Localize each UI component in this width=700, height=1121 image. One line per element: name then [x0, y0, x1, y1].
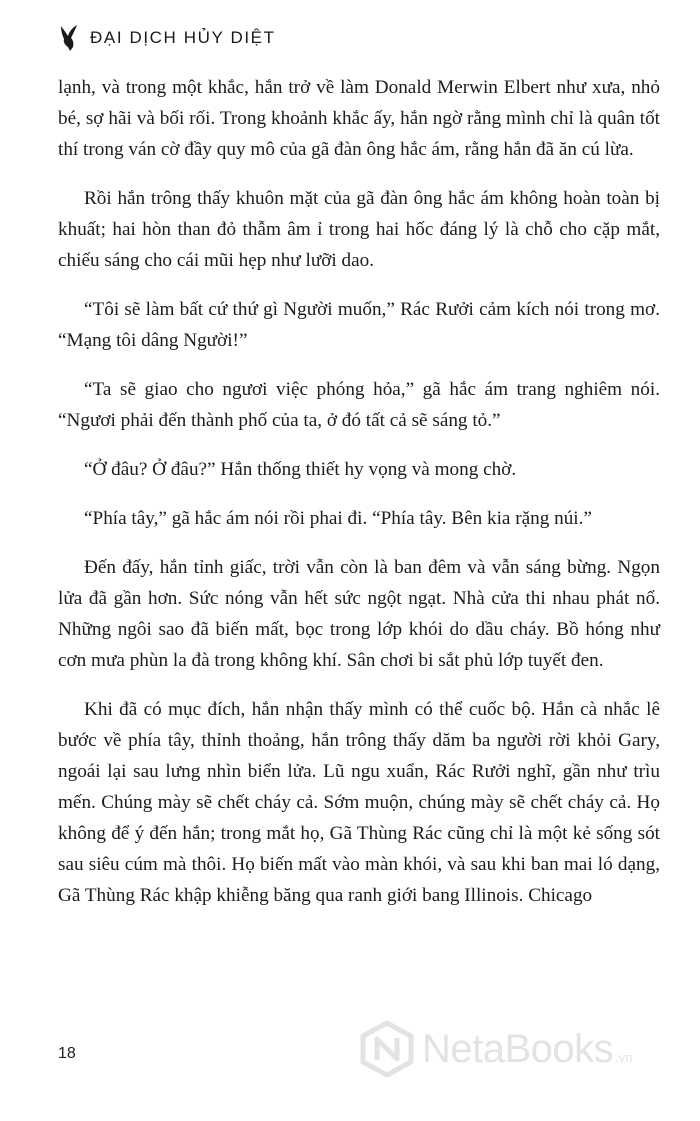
- watermark-text: NetaBooks: [422, 1026, 614, 1071]
- netabooks-logo-icon: [358, 1020, 416, 1078]
- page-body: [58, 72, 660, 929]
- book-title: ĐẠI DỊCH HỦY DIỆT: [90, 28, 276, 47]
- bird-icon: [58, 24, 80, 52]
- paragraph: “Ở đâu? Ở đâu?” Hắn thống thiết hy vọng và mong chờ.: [84, 459, 517, 480]
- paragraph: Đến đấy, hắn tỉnh giấc, trời vẫn còn là ban đêm và vẫn sáng bừng. Ngọn lửa đã gần hơn. Sức nóng vẫn hết sức ngột ngạt. Nhà cửa thi nhau phát nổ. Những ngôi sao đã biến mất, bọc trong lớp khói do dầu cháy. Bồ hóng như cơn mưa phùn la đà trong không khí. Sân chơi bi sắt phủ lớp tuyết đen.: [58, 557, 660, 671]
- paragraph: Rồi hắn trông thấy khuôn mặt của gã đàn ông hắc ám không hoàn toàn bị khuất; hai hòn than đỏ thẫm âm ỉ trong hai hốc đáng lý là chỗ cho cặp mắt, chiếu sáng cho cái mũi hẹp như lưỡi dao.: [58, 188, 660, 271]
- paragraph: “Phía tây,” gã hắc ám nói rồi phai đi. “Phía tây. Bên kia rặng núi.”: [84, 508, 592, 529]
- paragraph: lạnh, và trong một khắc, hắn trở về làm Donald Merwin Elbert như xưa, nhỏ bé, sợ hãi và bối rối. Trong khoảnh khắc ấy, hắn ngờ rằng mình chỉ là quân tốt thí trong ván cờ đầy quy mô của gã đàn ông hắc ám, rằng hắn đã ăn cú lừa.: [58, 77, 660, 160]
- watermark: [358, 1020, 633, 1078]
- page-number: 18: [58, 1045, 76, 1062]
- running-header: [58, 24, 276, 52]
- paragraph: “Tôi sẽ làm bất cứ thứ gì Người muốn,” Rác Rưởi cảm kích nói trong mơ. “Mạng tôi dâng Người!”: [58, 299, 660, 351]
- paragraph: Khi đã có mục đích, hắn nhận thấy mình có thể cuốc bộ. Hắn cà nhắc lê bước về phía tây, thỉnh thoảng, hắn trông thấy dăm ba người rời khỏi Gary, ngoái lại sau lưng nhìn biển lửa. Lũ ngu xuẩn, Rác Rưởi nghĩ, gần như trìu mến. Chúng mày sẽ chết cháy cả. Sớm muộn, chúng mày sẽ chết cháy cả. Họ không để ý đến hắn; trong mắt họ, Gã Thùng Rác cũng chỉ là một kẻ sống sót sau siêu cúm mà thôi. Họ biến mất vào màn khói, và sau khi ban mai ló dạng, Gã Thùng Rác khập khiễng băng qua ranh giới bang Illinois. Chicago: [58, 699, 660, 906]
- watermark-suffix: .vn: [615, 1049, 633, 1065]
- paragraph: “Ta sẽ giao cho ngươi việc phóng hỏa,” gã hắc ám trang nghiêm nói. “Ngươi phải đến thành phố của ta, ở đó tất cả sẽ sáng tỏ.”: [58, 379, 660, 431]
